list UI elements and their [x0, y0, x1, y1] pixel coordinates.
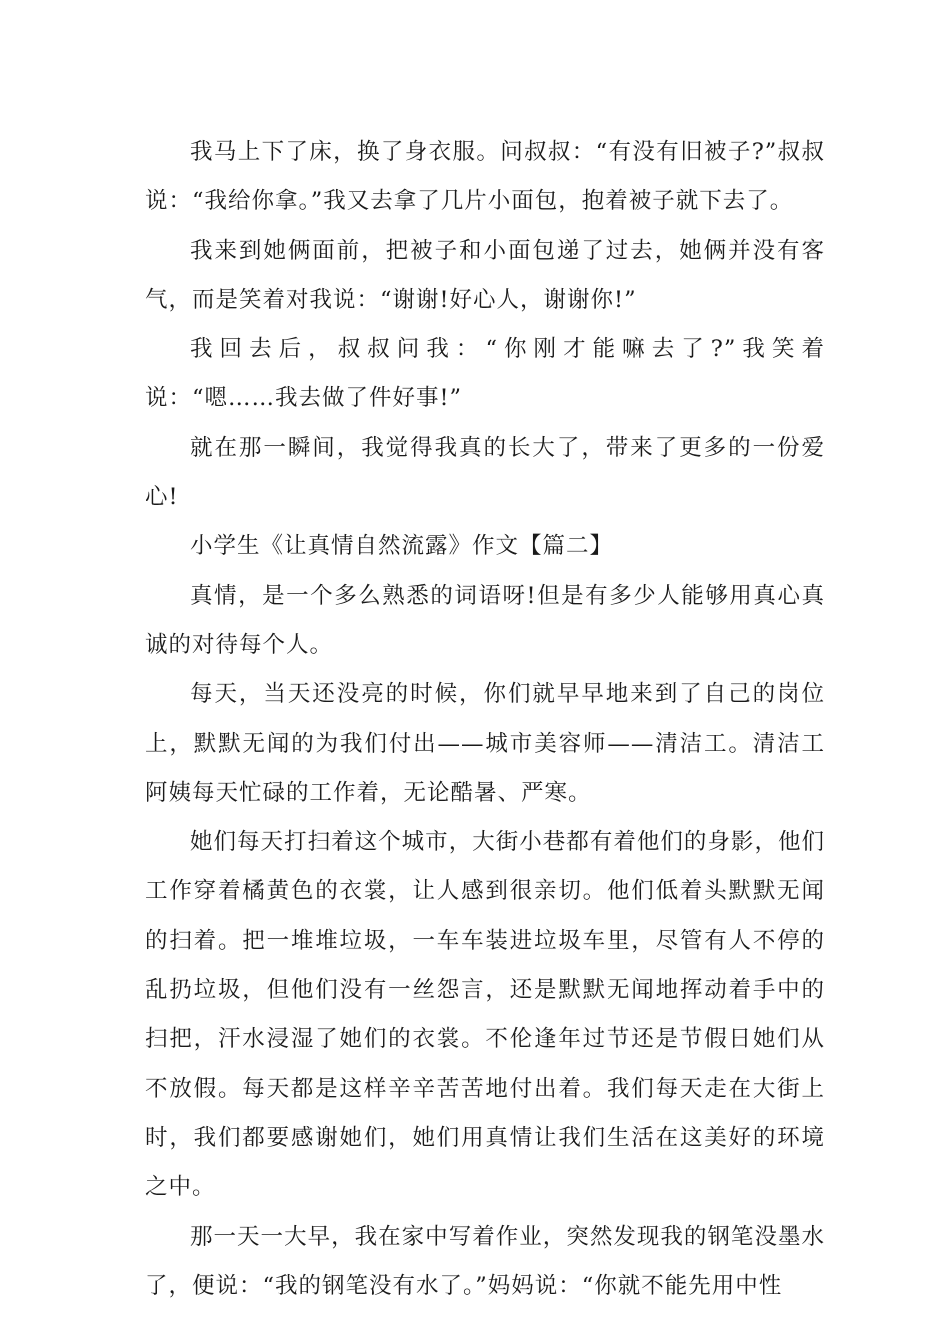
paragraph-8: 那一天一大早，我在家中写着作业，突然发现我的钢笔没墨水了，便说：“我的钢笔没有水了。”妈妈说：“你就不能先用中性 [145, 1223, 825, 1299]
paragraph-7: 她们每天打扫着这个城市，大街小巷都有着他们的身影，他们工作穿着橘黄色的衣裳，让人感到很亲切。他们低着头默默无闻的扫着。把一堆堆垃圾，一车车装进垃圾车里，尽管有人不停的乱扔垃圾，但他们没有一丝怨言，还是默默无闻地挥动着手中的扫把，汗水浸湿了她们的衣裳。不伦逢年过节还是节假日她们从不放假。每天都是这样辛辛苦苦地付出着。我们每天走在大街上时，我们都要感谢她们，她们用真情让我们生活在这美好的环境之中。 [145, 829, 825, 1201]
paragraph-4: 就在那一瞬间，我觉得我真的长大了，带来了更多的一份爱心! [145, 434, 825, 511]
document-body [145, 128, 825, 1311]
paragraph-5: 真情，是一个多么熟悉的词语呀!但是有多少人能够用真心真诚的对待每个人。 [145, 582, 825, 658]
paragraph-3: 我回去后，叔叔问我：“你刚才能嘛去了?”我笑着说：“嗯……我去做了件好事!” [145, 336, 825, 412]
paragraph-1: 我马上下了床，换了身衣服。问叔叔：“有没有旧被子?”叔叔说：“我给你拿。”我又去拿了几片小面包，抱着被子就下去了。 [145, 139, 825, 215]
section-heading: 小学生《让真情自然流露》作文【篇二】 [190, 533, 614, 560]
paragraph-6: 每天，当天还没亮的时候，你们就早早地来到了自己的岗位上，默默无闻的为我们付出——城市美容师——清洁工。清洁工阿姨每天忙碌的工作着，无论酷暑、严寒。 [145, 681, 825, 806]
paragraph-2: 我来到她俩面前，把被子和小面包递了过去，她俩并没有客气，而是笑着对我说：“谢谢!好心人，谢谢你!” [145, 237, 825, 313]
